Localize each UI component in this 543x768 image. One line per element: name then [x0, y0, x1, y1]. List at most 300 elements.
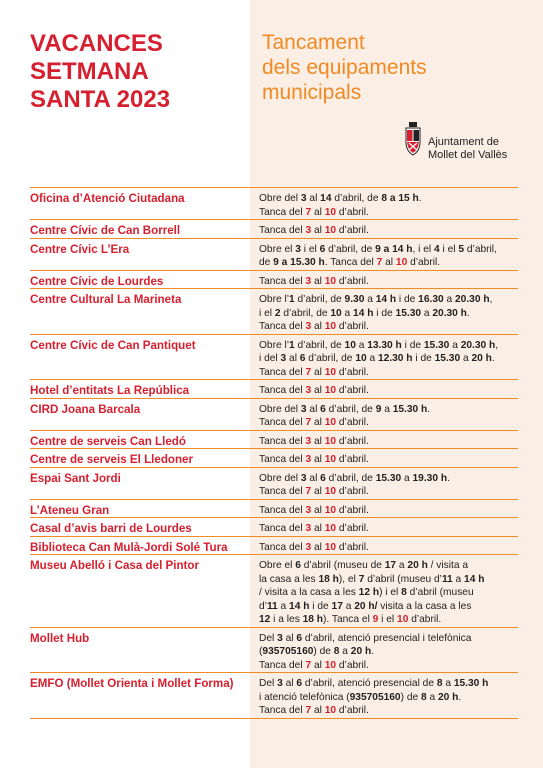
- schedule-text: 10: [324, 504, 337, 516]
- schedule-text: 6: [319, 243, 326, 255]
- schedule-text: d’abril.: [408, 614, 442, 625]
- schedule-text: 6: [320, 403, 326, 415]
- schedule-text: 20 h/: [354, 600, 378, 612]
- schedule-text: 7: [305, 486, 312, 497]
- schedule-text: al: [311, 385, 325, 396]
- schedule-text: .: [418, 193, 422, 204]
- schedule-text: / visita a: [427, 560, 468, 571]
- table-row: [30, 467, 518, 499]
- schedule-text: d’abril.: [336, 523, 369, 534]
- schedule-text: a: [426, 691, 438, 703]
- subtitle-line: Tancament: [262, 31, 365, 54]
- schedule-text: 12 h: [358, 587, 380, 598]
- schedule-text: d’abril.: [336, 541, 369, 553]
- title-line: VACANCES: [30, 30, 163, 57]
- logo-line: Mollet del Vallès: [428, 149, 508, 161]
- schedule-text: al: [311, 504, 325, 516]
- schedule-text: .: [427, 403, 431, 415]
- schedule-text: al: [282, 632, 297, 644]
- schedule-text: 7: [305, 366, 312, 378]
- schedule-line: [259, 704, 518, 718]
- schedule-text: ,: [489, 294, 493, 305]
- schedule-text: i el: [300, 243, 320, 255]
- schedule-text: 12: [259, 614, 271, 625]
- schedule-line: [259, 243, 518, 257]
- facility-name: Centre Cultural La Marineta: [30, 293, 182, 306]
- facility-schedule: [251, 399, 518, 430]
- schedule-text: Obre del: [259, 193, 301, 204]
- facility-name: Mollet Hub: [30, 631, 90, 645]
- page-title: [30, 30, 170, 114]
- schedule-text: 10: [397, 614, 409, 625]
- schedule-text: 10: [324, 435, 337, 447]
- schedule-text: 10: [324, 417, 337, 428]
- schedule-text: la casa a les: [259, 573, 319, 585]
- schedule-text: d’abril, de: [305, 353, 356, 364]
- schedule-text: 9 a 15.30 h: [273, 257, 325, 268]
- table-row: [30, 554, 518, 627]
- schedule-text: 9.30: [344, 294, 365, 305]
- schedule-text: 10: [324, 366, 337, 378]
- schedule-text: d’abril.: [336, 486, 369, 497]
- schedule-text: 20 h: [471, 353, 492, 364]
- schedule-text: d’: [259, 600, 267, 612]
- schedule-text: 8 a 15 h: [381, 193, 419, 204]
- schedule-text: 4: [434, 243, 440, 255]
- schedule-line: [259, 541, 518, 555]
- schedule-text: d’abril (museu de: [300, 560, 385, 571]
- schedule-text: 20 h: [438, 691, 459, 703]
- schedule-text: a: [366, 353, 378, 364]
- schedule-text: d’abril.: [336, 504, 369, 516]
- schedule-text: i el: [439, 243, 459, 255]
- schedule-text: d’abril, atenció presencial i telefònica: [302, 632, 472, 644]
- facility-name: Centre Cívic de Lourdes: [30, 274, 164, 288]
- schedule-text: 20.30 h: [460, 339, 496, 351]
- facility-name: Museu Abelló i Casa del Pintor: [30, 559, 199, 572]
- schedule-text: Tanca del: [259, 541, 306, 553]
- ajuntament-logo: [404, 122, 529, 162]
- schedule-text: 9: [375, 403, 382, 415]
- schedule-line: [259, 613, 518, 627]
- schedule-text: d’abril.: [336, 435, 369, 447]
- facility-name: L’Ateneu Gran: [30, 503, 110, 517]
- schedule-text: al: [311, 435, 325, 447]
- schedule-text: al: [311, 659, 325, 671]
- schedule-line: [259, 472, 518, 486]
- schedule-line: [259, 403, 518, 417]
- schedule-text: d’abril, de: [325, 472, 376, 484]
- schedule-text: Tanca del: [259, 385, 306, 396]
- schedule-text: al: [311, 275, 325, 287]
- schedule-line: [259, 522, 518, 536]
- schedule-text: a: [396, 560, 408, 571]
- schedule-text: 8: [333, 646, 340, 657]
- schedule-text: 10: [324, 225, 337, 236]
- schedule-line: [259, 339, 518, 353]
- schedule-text: 1: [289, 294, 295, 305]
- schedule-text: 19.30 h: [412, 472, 448, 484]
- schedule-text: d’abril.: [336, 705, 369, 716]
- schedule-text: al: [382, 257, 396, 268]
- schedule-text: 12.30 h: [377, 353, 413, 364]
- schedule-text: (: [259, 646, 263, 657]
- facility-schedule: [251, 220, 518, 238]
- facility-name: Espai Sant Jordi: [30, 471, 121, 485]
- schedule-text: 14 h: [289, 600, 310, 612]
- schedule-text: 3: [305, 541, 312, 553]
- table-row: [30, 536, 518, 555]
- schedule-text: a: [449, 339, 461, 351]
- schedule-line: [259, 256, 518, 270]
- schedule-text: 3: [305, 523, 312, 534]
- schedule-text: 10: [324, 705, 337, 716]
- schedule-line: [259, 320, 518, 334]
- schedule-text: 2: [274, 307, 281, 319]
- schedule-text: al: [311, 705, 325, 716]
- schedule-text: d’abril.: [336, 225, 369, 236]
- schedule-text: 18 h: [302, 614, 324, 625]
- schedule-text: Tanca del: [259, 321, 306, 332]
- schedule-text: Obre l’: [259, 294, 290, 305]
- schedule-text: Tanca del: [259, 454, 306, 465]
- schedule-text: i a les: [270, 614, 303, 625]
- schedule-text: Del: [259, 678, 278, 689]
- facility-name: Centre Cívic de Can Pantiquet: [30, 338, 196, 352]
- schedule-text: 10: [355, 353, 367, 364]
- schedule-line: [259, 645, 518, 659]
- table-row: [30, 448, 518, 467]
- schedule-text: 1: [289, 339, 295, 351]
- schedule-text: i de: [412, 353, 435, 364]
- facility-schedule: [251, 335, 518, 380]
- schedule-text: a: [381, 403, 393, 415]
- schedule-text: 10: [395, 257, 408, 268]
- facility-schedule: [251, 500, 518, 518]
- facility-name: Hotel d’entitats La República: [30, 384, 190, 397]
- table-row: [30, 627, 518, 673]
- schedule-line: [259, 659, 518, 673]
- schedule-text: 10: [324, 523, 337, 534]
- schedule-text: 5: [458, 243, 465, 255]
- schedule-text: 7: [305, 705, 312, 716]
- schedule-text: a: [443, 294, 455, 305]
- schedule-text: a: [342, 600, 355, 612]
- schedule-text: 3: [305, 321, 312, 332]
- schedule-line: [259, 677, 518, 691]
- facility-name: Oficina d’Atenció Ciutadana: [30, 192, 185, 205]
- schedule-text: . Tanca del: [324, 257, 377, 268]
- schedule-text: i de: [309, 600, 332, 612]
- schedule-text: d’abril.: [407, 257, 441, 268]
- schedule-text: d’abril.: [336, 454, 369, 465]
- schedule-text: ,: [495, 339, 499, 351]
- schedule-text: 10: [344, 339, 356, 351]
- table-row: [30, 238, 518, 270]
- schedule-text: al: [306, 403, 321, 415]
- schedule-text: 3: [305, 225, 312, 236]
- schedule-text: d’abril, de: [280, 307, 331, 319]
- schedule-text: al: [311, 321, 325, 332]
- facility-schedule: [251, 518, 518, 536]
- schedule-text: 3: [280, 353, 287, 364]
- schedule-text: 7: [376, 257, 383, 268]
- schedule-text: Tanca del: [259, 366, 306, 378]
- table-row: [30, 430, 518, 449]
- schedule-line: [259, 192, 518, 206]
- schedule-line: [259, 275, 518, 289]
- schedule-text: de: [259, 257, 274, 268]
- schedule-text: 14: [320, 193, 332, 204]
- schedule-line: [259, 453, 518, 467]
- schedule-text: ) de: [313, 646, 334, 657]
- schedule-text: 935705160: [262, 646, 314, 657]
- schedule-text: 9: [372, 614, 379, 625]
- schedule-text: d’abril (museu d’: [364, 573, 442, 585]
- schedule-text: d’abril.: [336, 206, 369, 218]
- facility-schedule: [251, 431, 518, 449]
- schedule-text: Tanca del: [259, 275, 306, 287]
- schedule-line: [259, 435, 518, 449]
- facility-schedule: [251, 380, 518, 398]
- facility-schedule: [251, 468, 518, 499]
- schedule-text: 10: [324, 486, 337, 497]
- schedule-text: 14 h: [353, 307, 374, 319]
- facility-schedule: [251, 289, 518, 334]
- schedule-text: a: [421, 307, 433, 319]
- schedule-text: 3: [305, 385, 312, 396]
- schedule-text: al: [311, 366, 325, 378]
- table-row: [30, 672, 518, 718]
- schedule-text: Tanca del: [259, 225, 306, 236]
- schedule-line: [259, 504, 518, 518]
- schedule-text: 18 h: [318, 573, 339, 585]
- schedule-line: [259, 293, 518, 307]
- schedule-line: [259, 384, 518, 398]
- schedule-line: [259, 586, 518, 600]
- schedule-text: al: [311, 541, 325, 553]
- schedule-text: d’abril (museu: [406, 587, 474, 598]
- schedule-text: 20 h: [407, 560, 428, 571]
- logo-line: Ajuntament de: [428, 136, 499, 148]
- schedule-text: .: [371, 646, 375, 657]
- schedule-text: 6: [320, 472, 326, 484]
- schedule-line: [259, 224, 518, 238]
- schedule-text: 15.30: [395, 307, 422, 319]
- schedule-text: 10: [324, 541, 337, 553]
- schedule-text: 14 h: [375, 294, 397, 305]
- facility-schedule: [251, 537, 518, 555]
- schedule-text: al: [282, 678, 297, 689]
- schedule-line: [259, 691, 518, 705]
- schedule-text: 10: [324, 275, 337, 287]
- schedule-line: [259, 559, 518, 573]
- schedule-text: Tanca del: [259, 486, 306, 497]
- schedule-text: 15.30: [434, 353, 461, 364]
- schedule-line: [259, 600, 518, 614]
- page-subtitle: [262, 30, 427, 105]
- schedule-text: a: [339, 646, 351, 657]
- schedule-text: Obre del: [259, 403, 301, 415]
- schedule-text: a: [277, 600, 290, 612]
- schedule-text: 3: [300, 403, 307, 415]
- schedule-text: 15.30 h: [453, 678, 489, 689]
- schedule-text: a: [341, 307, 354, 319]
- schedule-text: al: [311, 454, 325, 465]
- schedule-text: ). Tanca el: [323, 614, 373, 625]
- subtitle-line: municipals: [262, 81, 362, 104]
- schedule-text: d’abril, de: [325, 243, 376, 255]
- schedule-text: 10: [330, 307, 342, 319]
- schedule-text: 7: [358, 573, 365, 585]
- schedule-text: 935705160: [349, 691, 401, 703]
- facility-schedule: [251, 449, 518, 467]
- facility-name: Centre Cívic L’Era: [30, 242, 130, 256]
- schedule-text: a: [364, 294, 376, 305]
- facility-name: Biblioteca Can Mulà-Jordi Solé Tura: [30, 540, 228, 554]
- schedule-text: ) i el: [379, 587, 402, 598]
- facility-name: Casal d’avis barri de Lourdes: [30, 522, 192, 535]
- schedule-text: 9 a 14 h: [375, 243, 413, 255]
- schedule-text: 16.30: [418, 294, 444, 305]
- schedule-text: i de: [396, 294, 419, 305]
- schedule-text: 15.30: [423, 339, 450, 351]
- subtitle-line: dels equipaments: [262, 56, 427, 79]
- facility-name: CIRD Joana Barcala: [30, 402, 141, 416]
- facility-name: Centre de serveis Can Lledó: [30, 434, 186, 448]
- schedule-text: i el: [259, 307, 275, 319]
- schedule-text: .: [447, 472, 450, 484]
- table-row: [30, 517, 518, 536]
- schedule-text: visita a la casa a les: [377, 600, 472, 612]
- schedule-text: a: [401, 472, 413, 484]
- schedule-text: al: [311, 225, 325, 236]
- schedule-text: 17: [331, 600, 343, 612]
- schedule-text: i el: [378, 614, 398, 625]
- schedule-text: 20.30 h: [432, 307, 467, 319]
- schedule-text: 3: [300, 193, 307, 204]
- schedule-text: Tanca del: [259, 523, 306, 534]
- schedule-text: a: [460, 353, 472, 364]
- facility-schedule: [251, 555, 518, 627]
- schedule-text: d’abril.: [336, 275, 369, 287]
- schedule-text: 11: [266, 600, 278, 612]
- table-row: [30, 187, 518, 219]
- table-row: [30, 288, 518, 334]
- table-row: [30, 334, 518, 380]
- schedule-text: al: [306, 472, 321, 484]
- schedule-text: 7: [305, 659, 312, 671]
- table-bottom-divider: [30, 718, 518, 719]
- schedule-text: Tanca del: [259, 705, 306, 716]
- schedule-text: d’abril, de: [325, 403, 376, 415]
- facility-schedule: [251, 239, 518, 270]
- schedule-text: ) de: [400, 691, 421, 703]
- title-line: SANTA 2023: [30, 86, 171, 113]
- schedule-text: 10: [324, 454, 337, 465]
- schedule-line: [259, 573, 518, 587]
- schedule-text: d’abril.: [336, 321, 369, 332]
- schedule-text: d’abril, de: [331, 193, 382, 204]
- schedule-text: d’abril.: [336, 385, 369, 396]
- schedule-text: d’abril, de: [294, 294, 345, 305]
- schedule-text: Tanca del: [259, 206, 306, 218]
- facility-schedule: [251, 271, 518, 289]
- facility-schedule: [251, 628, 518, 673]
- schedule-text: Obre l’: [259, 339, 290, 351]
- schedule-text: al: [311, 206, 325, 218]
- schedule-line: [259, 206, 518, 220]
- schedule-text: 10: [324, 321, 337, 332]
- schedule-text: Obre del: [259, 472, 301, 484]
- facility-name: EMFO (Mollet Orienta i Mollet Forma): [30, 677, 234, 690]
- table-row: [30, 499, 518, 518]
- schedule-text: 15.30: [375, 472, 402, 484]
- schedule-text: i de: [401, 339, 424, 351]
- schedule-text: Tanca del: [259, 417, 306, 428]
- schedule-line: [259, 366, 518, 380]
- schedule-line: [259, 307, 518, 321]
- schedule-line: [259, 632, 518, 646]
- schedule-text: d’abril, de: [294, 339, 345, 351]
- title-line: SETMANA: [30, 58, 149, 85]
- schedule-text: Obre el: [259, 560, 296, 571]
- schedule-text: 10: [324, 206, 337, 218]
- schedule-text: d’abril, atenció presencial de: [302, 678, 437, 689]
- schedule-text: 3: [305, 435, 312, 447]
- facility-name: Centre de serveis El Lledoner: [30, 453, 194, 466]
- table-row: [30, 270, 518, 289]
- schedule-text: 8: [401, 587, 407, 598]
- schedule-text: al: [286, 353, 300, 364]
- schedule-text: d’abril.: [336, 417, 369, 428]
- schedule-text: 13.30 h: [367, 339, 402, 351]
- schedule-text: al: [311, 417, 325, 428]
- schedule-text: 11: [441, 573, 453, 585]
- schedule-text: 10: [324, 659, 337, 671]
- schedule-text: 3: [305, 504, 312, 516]
- schedule-text: 6: [299, 353, 306, 364]
- schedule-text: a: [442, 678, 454, 689]
- schedule-text: 6: [296, 632, 303, 644]
- table-row: [30, 398, 518, 430]
- schedule-text: Obre el: [259, 243, 296, 255]
- table-row: [30, 379, 518, 398]
- facility-schedule: [251, 188, 518, 219]
- schedule-text: 3: [295, 243, 301, 255]
- schedule-text: 3: [305, 275, 312, 287]
- schedule-text: 7: [305, 417, 312, 428]
- schedule-text: .: [466, 307, 470, 319]
- coat-of-arms-icon: [404, 122, 422, 156]
- schedule-text: i atenció telefònica (: [259, 691, 350, 703]
- schedule-line: [259, 416, 518, 430]
- schedule-text: d’abril.: [336, 366, 369, 378]
- schedule-text: 20.30 h: [455, 294, 490, 305]
- schedule-text: 6: [296, 678, 303, 689]
- schedule-text: 3: [300, 472, 307, 484]
- schedule-text: Tanca del: [259, 659, 306, 671]
- schedule-text: Tanca del: [259, 435, 306, 447]
- schedule-text: al: [311, 486, 325, 497]
- schedule-text: / visita a la casa a les: [259, 587, 359, 598]
- schedule-text: 3: [277, 678, 283, 689]
- schedule-text: .: [491, 353, 495, 364]
- schedule-line: [259, 352, 518, 366]
- schedule-text: , i el: [412, 243, 435, 255]
- schedule-text: 3: [305, 454, 312, 465]
- schedule-text: Del: [259, 632, 278, 644]
